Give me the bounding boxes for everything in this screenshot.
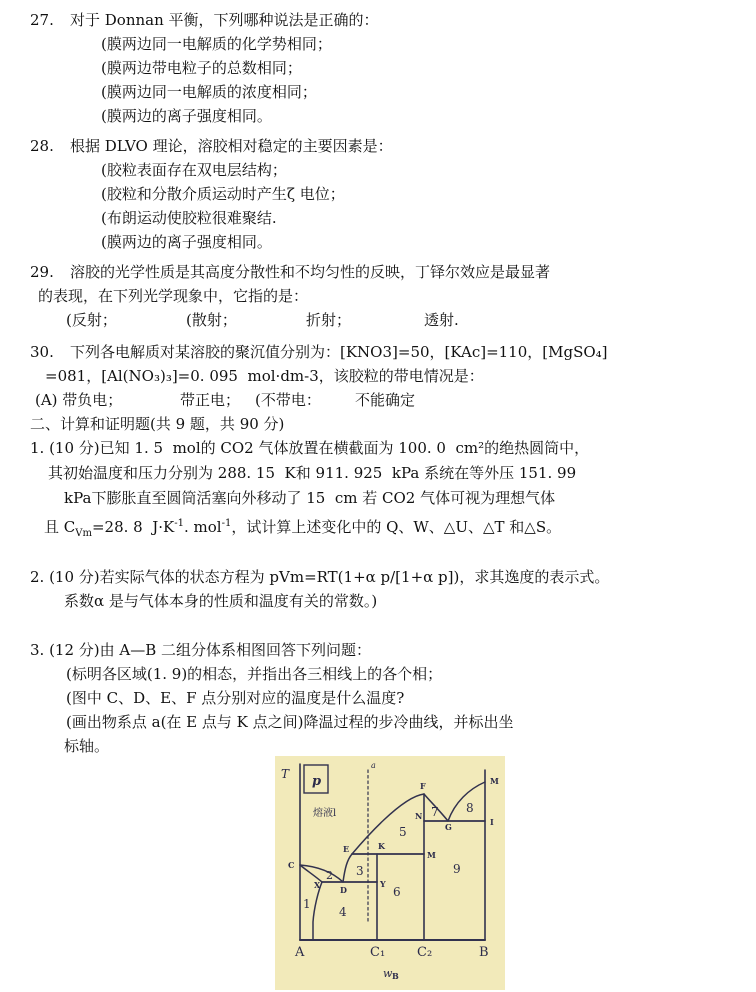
option-inline: (不带电： — [255, 391, 321, 409]
question-29-stem-line-2: 的表现，在下列光学现象中，它指的是： — [38, 287, 309, 305]
question-30-stem-line — [30, 340, 740, 364]
question-27 — [30, 8, 740, 128]
region-label-2: 2 — [326, 869, 333, 882]
formula-segment: 且 C — [44, 518, 76, 536]
question-28-stem-line — [30, 134, 740, 158]
problem-3-subquestion: (标明各区域(1. 9)的相态，并指出各三相线上的各个相； — [66, 665, 443, 683]
option-line: (膜两边同一电解质的浓度相同； — [101, 83, 317, 101]
dashed-line-label-a: a — [371, 761, 376, 770]
subscript: Vm — [75, 528, 92, 539]
region-label-3: 3 — [356, 864, 364, 878]
option-inline: (A) 带负电； — [35, 391, 123, 409]
question-28 — [30, 134, 740, 254]
question-stem: 溶胶的光学性质是其高度分散性和不均匀性的反映，丁铎尔效应是最显著 — [70, 263, 551, 281]
axis-label-T: T — [281, 767, 290, 781]
option-inline: 不能确定 — [355, 391, 416, 409]
section-2-heading: 二、计算和证明题(共 9 题，共 90 分) — [30, 415, 285, 433]
problem-3-subquestion: 标轴。 — [64, 737, 110, 755]
point-label-M: M — [427, 850, 436, 860]
option-line: (胶粒和分散介质运动时产生ζ 电位； — [101, 185, 345, 203]
question-stem: 根据 DLVO 理论，溶胶相对稳定的主要因素是： — [70, 137, 393, 155]
option-inline: (散射； — [186, 311, 237, 329]
option-line: (膜两边带电粒子的总数相同； — [101, 59, 302, 77]
option-inline: 带正电； — [180, 391, 241, 409]
melt-region-label: 熔液l — [313, 808, 337, 819]
x-axis-title-sub-B: B — [392, 971, 399, 981]
point-label-E: E — [343, 844, 350, 854]
point-label-D: D — [340, 885, 347, 895]
option-line: (胶粒表面存在双电层结构； — [101, 161, 287, 179]
point-label-Y: Y — [380, 879, 386, 889]
question-29 — [30, 260, 740, 332]
option-inline: 折射； — [306, 311, 352, 329]
point-label-top-right: M — [490, 776, 499, 786]
point-label-G: G — [445, 822, 452, 832]
problem-1-line-1: 1. (10 分)已知 1. 5 mol的 CO2 气体放置在横截面为 100. 0 cm²的绝热圆筒中， — [30, 439, 590, 457]
question-number: 28. — [30, 137, 54, 155]
pressure-label: p — [312, 774, 322, 789]
formula-segment: ，试计算上述变化中的 Q、W、△U、△T 和△S。 — [231, 518, 562, 536]
point-label-F: F — [420, 781, 426, 791]
problem-2-line-2: 系数α 是与气体本身的性质和温度有关的常数。) — [64, 592, 378, 610]
option-line: (膜两边同一电解质的化学势相同； — [101, 35, 332, 53]
question-30-options-row — [35, 388, 740, 412]
option-inline: 透射. — [424, 311, 459, 329]
problem-1-line-2: 其初始温度和压力分别为 288. 15 K和 911. 925 kPa 系统在等外压 151. 99 — [48, 464, 577, 482]
question-number: 30. — [30, 343, 54, 361]
x-label-C1: C₁ — [370, 945, 386, 960]
option-line: (膜两边的离子强度相同。 — [101, 107, 272, 125]
problem-1-line-3: kPa下膨胀直至圆筒活塞向外移动了 15 cm 若 CO2 气体可视为理想气体 — [64, 489, 556, 507]
question-stem: 下列各电解质对某溶胶的聚沉值分别为：[KNO3]=50，[KAc]=110，[MgSO₄] — [70, 343, 608, 361]
question-29-options-row — [66, 308, 740, 332]
region-label-5: 5 — [399, 825, 407, 839]
problem-3-subquestion: (画出物系点 a(在 E 点与 K 点之间)降温过程的步冷曲线，并标出坐 — [66, 713, 514, 731]
formula-segment: . mol — [183, 518, 222, 536]
x-axis-title-w: w — [383, 967, 393, 980]
region-label-6: 6 — [393, 885, 401, 899]
region-label-4: 4 — [339, 905, 347, 919]
problem-1 — [30, 436, 740, 539]
question-30 — [30, 340, 740, 412]
problem-1-line-4 — [44, 511, 740, 539]
x-label-A: A — [295, 945, 305, 960]
point-label-X: X — [314, 880, 321, 890]
superscript: -1 — [221, 518, 232, 529]
problem-3-line-1: 3. (12 分)由 A—B 二组分体系相图回答下列问题： — [30, 641, 372, 659]
question-number: 29. — [30, 263, 54, 281]
region-label-9: 9 — [453, 862, 461, 876]
problem-3 — [30, 638, 740, 758]
point-label-I: I — [490, 817, 494, 827]
option-inline: (反射； — [66, 311, 117, 329]
phase-diagram-figure — [275, 756, 505, 990]
region-label-7: 7 — [431, 805, 439, 819]
question-27-stem-line — [30, 8, 740, 32]
x-label-C2: C₂ — [417, 945, 433, 960]
option-line: (膜两边的离子强度相同。 — [101, 233, 272, 251]
question-stem: 对于 Donnan 平衡，下列哪种说法是正确的： — [70, 11, 379, 29]
question-number: 27. — [30, 11, 54, 29]
region-label-8: 8 — [466, 801, 474, 815]
superscript: -1 — [174, 518, 184, 529]
option-line: (布朗运动使胶粒很难聚结. — [101, 209, 277, 227]
x-label-B: B — [479, 945, 489, 960]
question-29-stem-line — [30, 260, 740, 284]
problem-2 — [30, 565, 740, 613]
exam-text-column — [30, 8, 740, 758]
problem-2-line-1: 2. (10 分)若实际气体的状态方程为 pVm=RT(1+α p/[1+α p])，求其逸度的表示式。 — [30, 568, 610, 586]
formula-segment: =28. 8 J·K — [91, 518, 175, 536]
region-label-1: 1 — [303, 897, 311, 911]
problem-3-subquestion: (图中 C、D、E、F 点分别对应的温度是什么温度? — [66, 689, 405, 707]
phase-diagram-svg — [275, 756, 505, 990]
point-label-N: N — [415, 811, 423, 821]
point-label-C: C — [288, 860, 295, 870]
point-label-K: K — [378, 841, 385, 851]
question-30-stem-line-2: =081，[Al(NO₃)₃]=0. 095 mol·dm-3，该胶粒的带电情况是： — [45, 367, 484, 385]
